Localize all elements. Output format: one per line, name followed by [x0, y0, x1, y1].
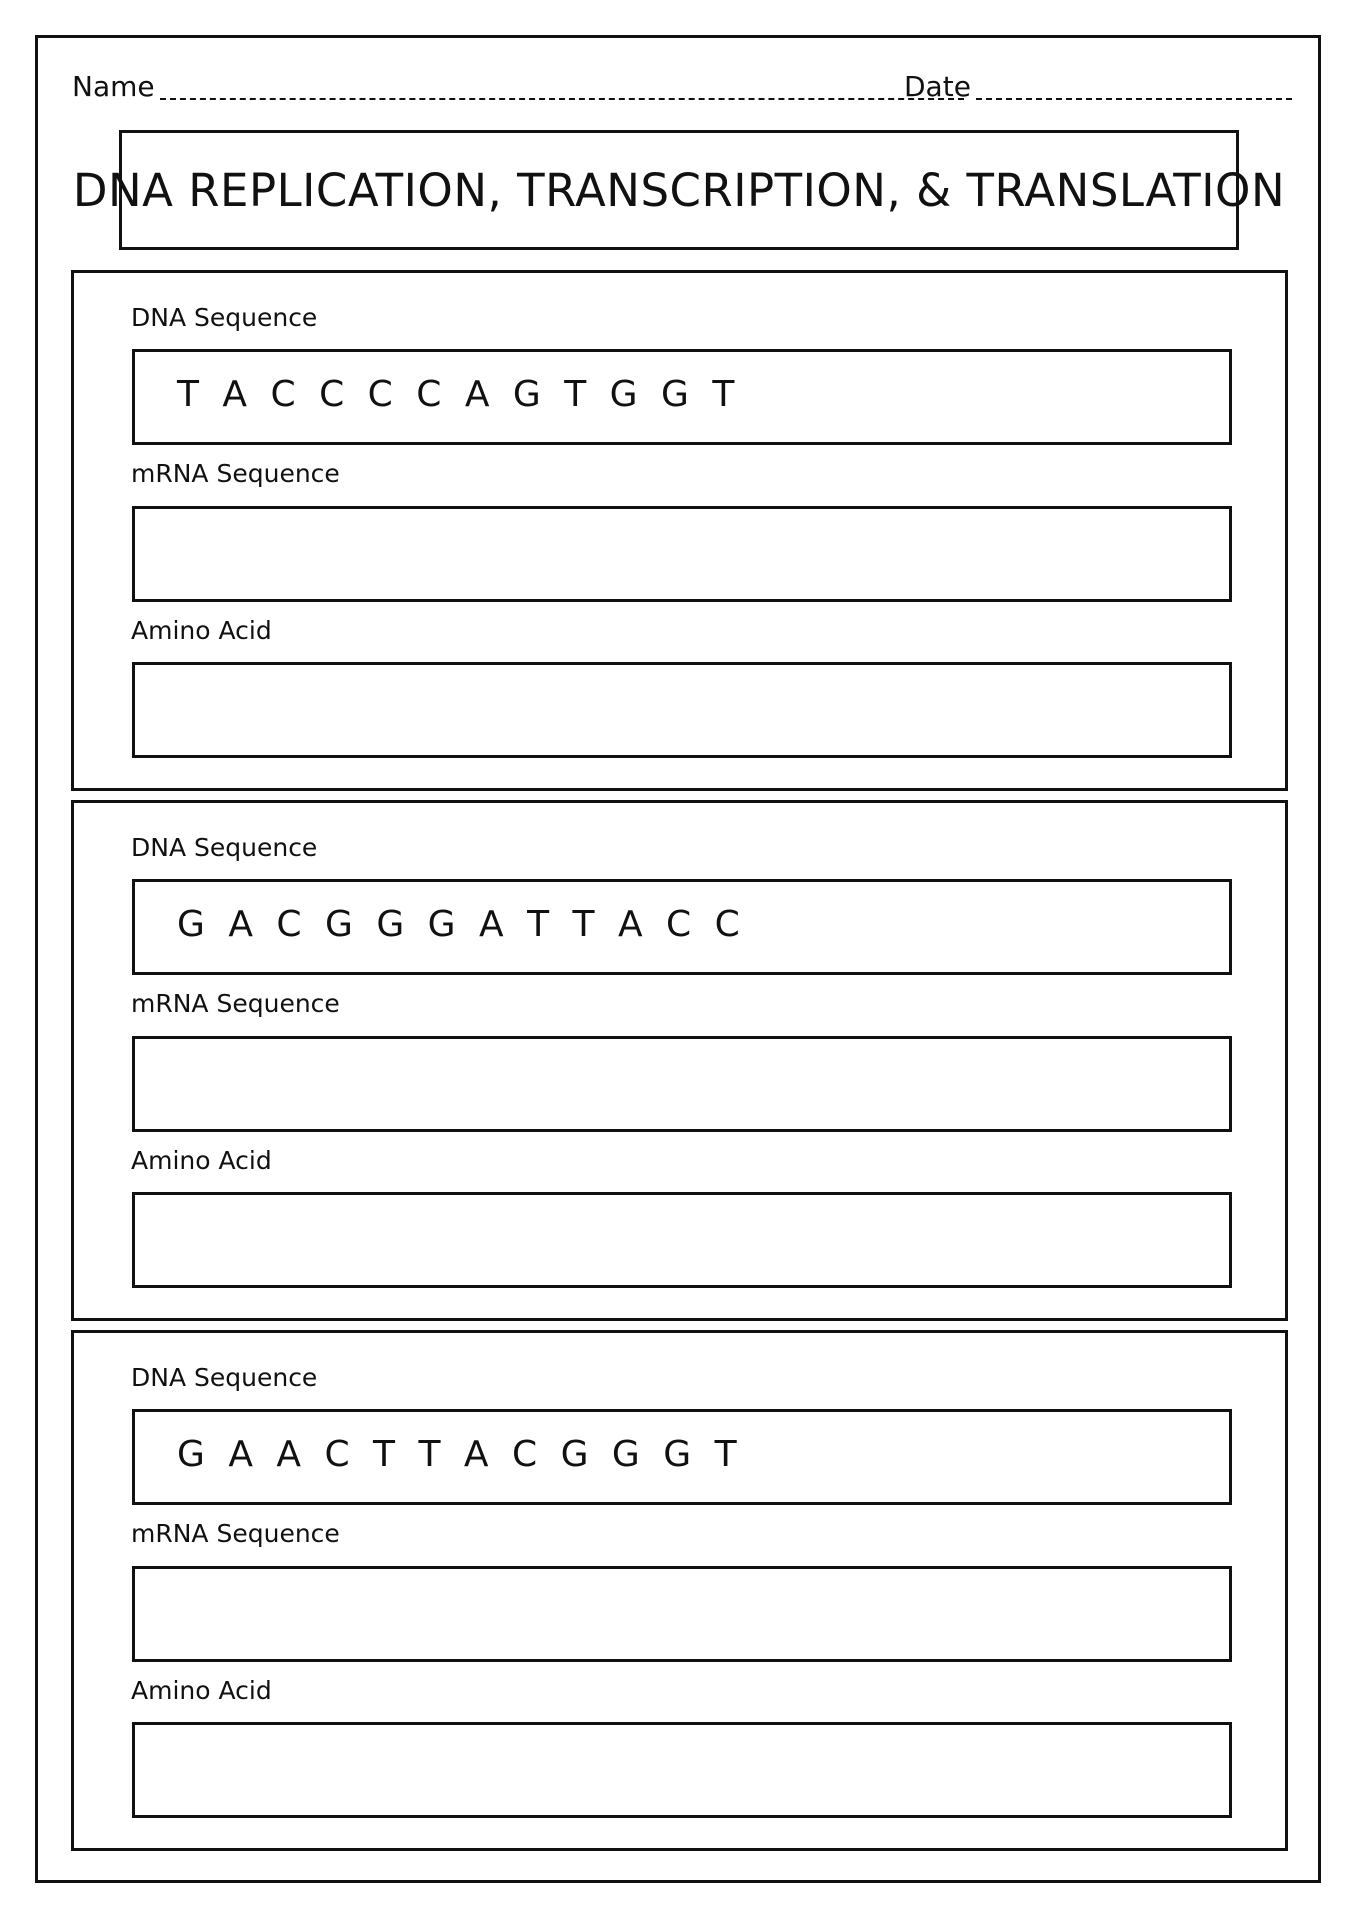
page-title: DNA REPLICATION, TRANSCRIPTION, & TRANSLATION	[72, 163, 1286, 217]
amino-acid-answer-box[interactable]	[132, 1722, 1232, 1818]
amino-acid-label: Amino Acid	[131, 1676, 272, 1705]
name-label: Name	[72, 70, 155, 103]
amino-acid-label: Amino Acid	[131, 616, 272, 645]
amino-acid-answer-box[interactable]	[132, 1192, 1232, 1288]
amino-acid-label: Amino Acid	[131, 1146, 272, 1175]
mrna-sequence-answer-box[interactable]	[132, 1566, 1232, 1662]
date-field[interactable]	[976, 98, 1292, 100]
mrna-sequence-label: mRNA Sequence	[131, 1519, 340, 1548]
title-box	[72, 130, 1286, 250]
dna-sequence-value: T A C C C C A G T G G T	[177, 374, 741, 415]
mrna-sequence-answer-box[interactable]	[132, 506, 1232, 602]
dna-sequence-label: DNA Sequence	[131, 1363, 318, 1392]
exercise-section-2	[71, 800, 1288, 1321]
date-label: Date	[904, 70, 971, 103]
dna-sequence-box	[132, 879, 1232, 975]
exercise-section-1	[71, 270, 1288, 791]
exercise-section-3	[71, 1330, 1288, 1851]
mrna-sequence-answer-box[interactable]	[132, 1036, 1232, 1132]
dna-sequence-label: DNA Sequence	[131, 833, 318, 862]
dna-sequence-box	[132, 349, 1232, 445]
mrna-sequence-label: mRNA Sequence	[131, 989, 340, 1018]
header-row	[72, 62, 1292, 110]
dna-sequence-value: G A C G G G A T T A C C	[177, 904, 746, 945]
name-field[interactable]	[160, 98, 964, 100]
dna-sequence-label: DNA Sequence	[131, 303, 318, 332]
dna-sequence-box	[132, 1409, 1232, 1505]
mrna-sequence-label: mRNA Sequence	[131, 459, 340, 488]
amino-acid-answer-box[interactable]	[132, 662, 1232, 758]
dna-sequence-value: G A A C T T A C G G G T	[177, 1434, 743, 1475]
